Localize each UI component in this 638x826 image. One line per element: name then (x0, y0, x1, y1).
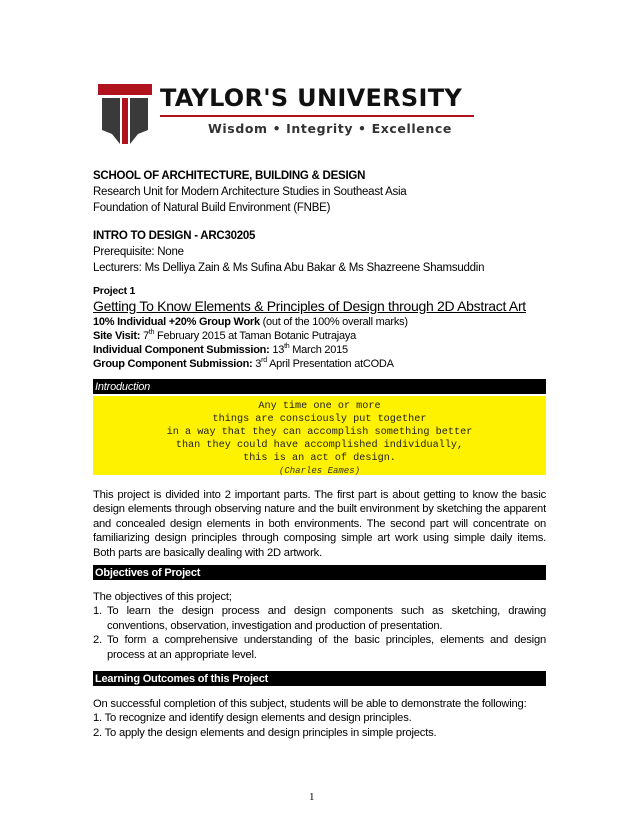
intro-paragraph: This project is divided into 2 important parts. The first part is about getting to know the basic design elements through observing nature and the built environment by sketching the apparent and concealed design elements in both environments. The second part will concentrate on familiarizing design principles through composing simple art work using simple daily items. Both parts are basically dealing with 2D artwork. (93, 489, 546, 559)
lecturers: Lecturers: Ms Delliya Zain & Ms Sufina Abu Bakar & Ms Shazreene Shamsuddin (93, 262, 485, 274)
logo-divider (160, 115, 474, 117)
objectives-lead: The objectives of this project; (93, 591, 232, 603)
quote-citation: (Charles Eames) (278, 466, 360, 476)
quote-line: things are consciously put together (212, 414, 427, 425)
outcomes-lead: On successful completion of this subject, students will be able to demonstrate the following: (93, 698, 527, 710)
list-item: 2. To form a comprehensive understanding of the basic principles, elements and design process at an appropriate level. (93, 634, 546, 661)
course-title: INTRO TO DESIGN - ARC30205 (93, 230, 256, 242)
objectives-list (93, 590, 546, 662)
individual-submission: Individual Component Submission: 13th March 2015 (93, 343, 348, 356)
design-quote-box (93, 396, 546, 475)
quote-line: this is an act of design. (243, 453, 396, 464)
site-visit: Site Visit: 7th February 2015 at Taman Botanic Putrajaya (93, 329, 356, 342)
page-number: 1 (309, 791, 315, 803)
project-weight: 10% Individual +20% Group Work (out of the 100% overall marks) (93, 316, 408, 328)
school-name: SCHOOL OF ARCHITECTURE, BUILDING & DESIGN (93, 170, 366, 182)
learning-outcomes-list (93, 697, 546, 740)
programme-name: Foundation of Natural Build Environment (FNBE) (93, 202, 331, 214)
introduction-section-header: Introduction (93, 379, 546, 394)
project-label: Project 1 (93, 285, 136, 297)
learning-outcomes-section-header: Learning Outcomes of this Project (93, 671, 546, 686)
research-unit: Research Unit for Modern Architecture Studies in Southeast Asia (93, 186, 407, 198)
list-item: 2. To apply the design elements and design principles in simple projects. (93, 726, 437, 739)
list-item: 1. To recognize and identify design elements and design principles. (93, 712, 412, 725)
quote-line: Any time one or more (258, 401, 381, 412)
quote-line: in a way that they can accomplish something better (166, 427, 473, 438)
university-tagline: Wisdom • Integrity • Excellence (208, 121, 452, 136)
university-name: TAYLOR'S UNIVERSITY (160, 84, 463, 112)
group-submission: Group Component Submission: 3rd April Presentation atCODA (93, 357, 394, 370)
prerequisite: Prerequisite: None (93, 246, 184, 258)
quote-line: than they could have accomplished individually, (175, 440, 464, 451)
project-title: Getting To Know Elements & Principles of Design through 2D Abstract Art (93, 298, 526, 314)
list-item: 1. To learn the design process and design components such as sketching, drawing conventions, observation, investigation and production of presentation. (93, 605, 546, 632)
objectives-section-header: Objectives of Project (93, 565, 546, 580)
taylors-university-logo (96, 82, 476, 144)
